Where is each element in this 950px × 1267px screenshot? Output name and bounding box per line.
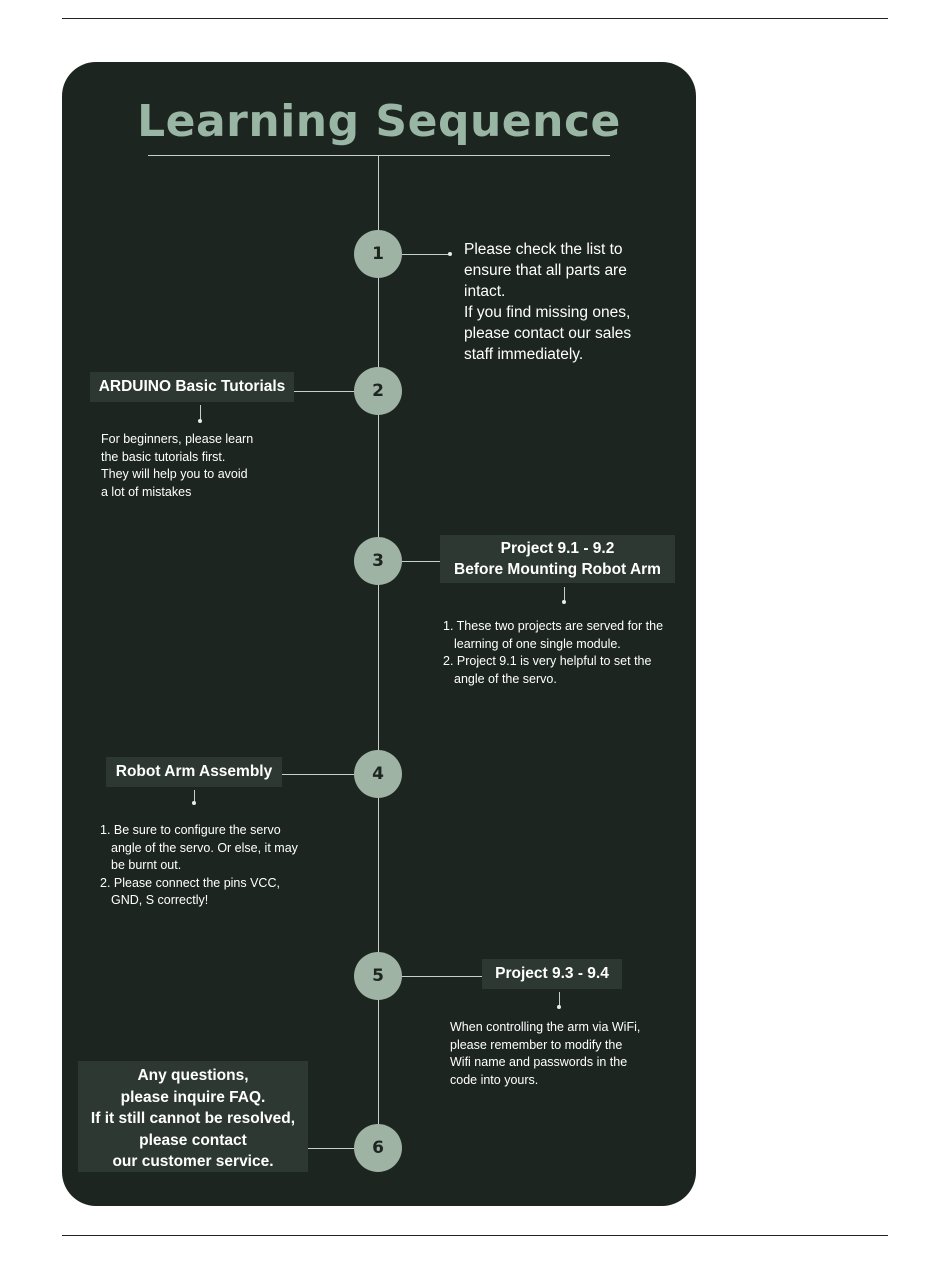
step-4-connector [282, 774, 354, 775]
step-2-circle: 2 [354, 367, 402, 415]
step-5-connector [402, 976, 482, 977]
step-2-notes: For beginners, please learn the basic tutorials first. They will help you to avoid a lot of mistakes [101, 432, 254, 499]
step-4-note-item: 1. Be sure to configure the servo angle of the servo. Or else, it may be burnt out. [100, 823, 298, 872]
step-3-down-dot [562, 600, 566, 604]
step-5-circle: 5 [354, 952, 402, 1000]
step-3-label-line2: Before Mounting Robot Arm [454, 561, 661, 578]
learning-sequence-panel [62, 62, 696, 1206]
step-3-label-box [440, 535, 675, 583]
step-3-notes-list [443, 618, 685, 688]
step-3-down-connector [564, 587, 565, 601]
step-4-circle: 4 [354, 750, 402, 798]
step-5-down-dot [557, 1005, 561, 1009]
step-2-label-box: ARDUINO Basic Tutorials [90, 372, 294, 402]
top-rule [62, 18, 888, 19]
step-4-label-box: Robot Arm Assembly [106, 757, 282, 787]
step-5-notes: When controlling the arm via WiFi, please remember to modify the Wifi name and passwords in the code into yours. [450, 1020, 641, 1087]
step-5-down-connector [559, 992, 560, 1006]
step-3-note-item: 2. Project 9.1 is very helpful to set the angle of the servo. [443, 654, 652, 686]
step-3-connector [402, 561, 440, 562]
step-2-down-dot [198, 419, 202, 423]
step-6-circle: 6 [354, 1124, 402, 1172]
step-6-connector [308, 1148, 354, 1149]
step-1-connector [402, 254, 450, 255]
step-3-label-line1: Project 9.1 - 9.2 [500, 540, 615, 557]
step-1-notes: Please check the list to ensure that all parts are intact. If you find missing ones, please contact our sales staff immediately. [464, 241, 632, 363]
step-1-circle: 1 [354, 230, 402, 278]
step-5-label-box: Project 9.3 - 9.4 [482, 959, 622, 989]
step-6-label-box: Any questions, please inquire FAQ. If it still cannot be resolved, please contact our customer service. [78, 1061, 308, 1172]
step-4-notes-list [100, 822, 308, 910]
step-1-connector-dot [448, 252, 452, 256]
diagram-title: Learning Sequence [137, 96, 621, 147]
step-4-note-item: 2. Please connect the pins VCC, GND, S correctly! [100, 875, 280, 907]
step-3-circle: 3 [354, 537, 402, 585]
bottom-rule [62, 1235, 888, 1236]
title-underline [148, 155, 610, 156]
step-2-down-connector [200, 405, 201, 420]
step-4-down-dot [192, 801, 196, 805]
step-2-connector [294, 391, 354, 392]
step-3-note-item: 1. These two projects are served for the learning of one single module. [443, 619, 664, 651]
